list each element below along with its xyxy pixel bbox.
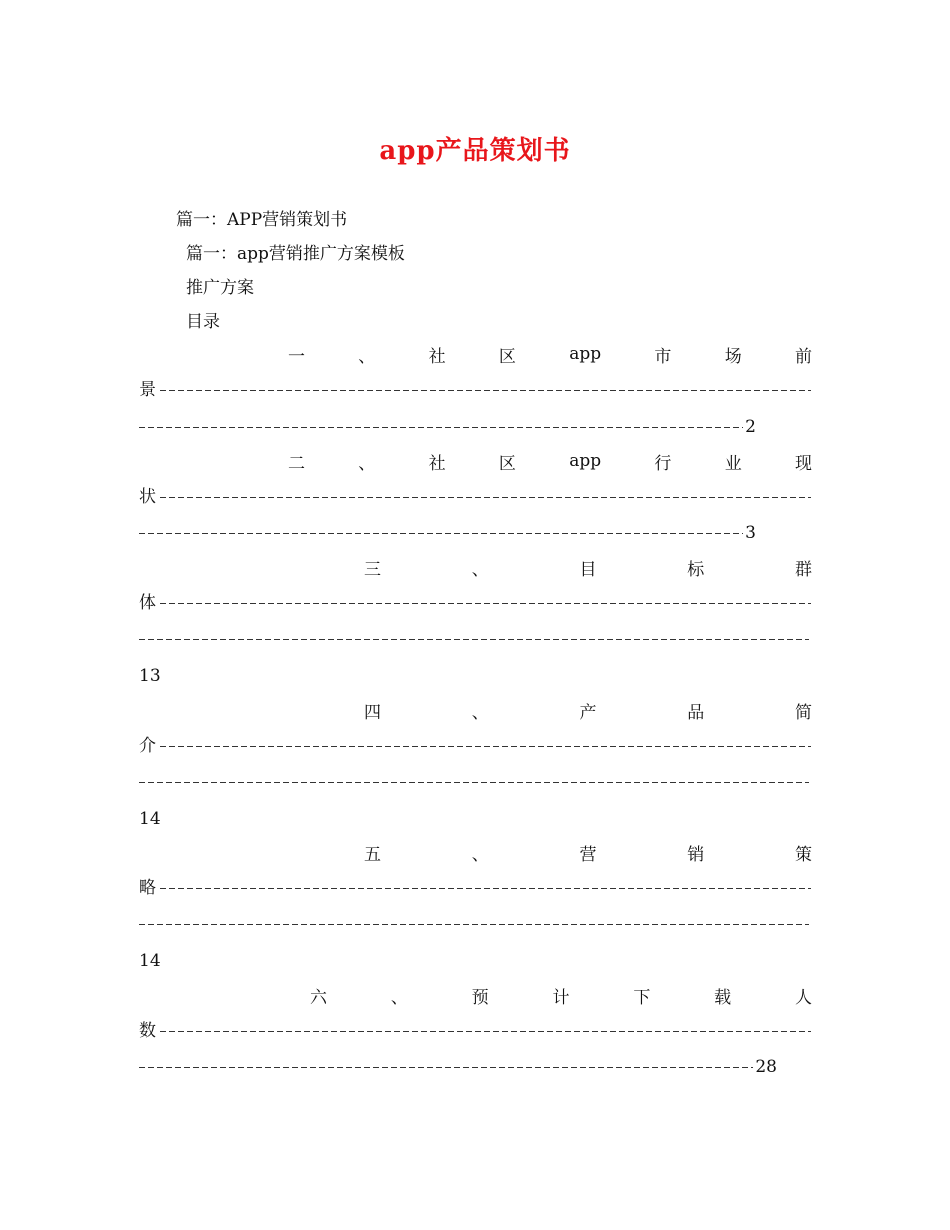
toc-title-char: 一: [288, 346, 305, 367]
leader-dashes: [160, 1031, 811, 1032]
toc-title-char: 人: [794, 987, 812, 1008]
toc-leader-line: [139, 522, 756, 544]
intro-line: 篇一：app营销推广方案模板: [186, 244, 405, 264]
toc-page-number: 28: [755, 1057, 777, 1077]
toc-title-char: 行: [654, 453, 672, 474]
toc-title-char: 区: [498, 346, 516, 367]
toc-title-char: 销: [687, 844, 705, 865]
toc-title-char: 品: [687, 702, 705, 723]
toc-entry-title: [364, 841, 812, 863]
toc-entry-title: [364, 699, 812, 721]
toc-title-char: 、: [471, 559, 489, 580]
toc-leader-line: [139, 913, 811, 935]
toc-entry-title: [288, 450, 812, 472]
toc-title-char: 产: [579, 702, 597, 723]
toc-title-char: 预: [471, 987, 489, 1008]
leader-dashes: [139, 427, 743, 428]
toc-title-last-char: 略: [139, 878, 156, 898]
toc-title-char: 载: [714, 987, 732, 1008]
leader-dashes: [139, 1067, 753, 1068]
toc-title-char: 、: [471, 844, 489, 865]
toc-title-char: 场: [724, 346, 742, 367]
toc-title-char: 、: [358, 346, 376, 367]
intro-line: 篇一：APP营销策划书: [176, 210, 348, 230]
toc-title-char: 目: [579, 559, 597, 580]
toc-leader-line: [139, 628, 811, 650]
toc-title-char: 六: [310, 987, 327, 1008]
toc-heading: 目录: [186, 312, 220, 332]
toc-title-char: app: [569, 451, 602, 471]
toc-title-char: 、: [471, 702, 489, 723]
toc-title-char: 区: [498, 453, 516, 474]
toc-title-char: 、: [358, 453, 376, 474]
toc-title-char: 三: [364, 559, 381, 580]
toc-title-char: 下: [633, 987, 651, 1008]
toc-title-char: 计: [552, 987, 570, 1008]
toc-page-number: 14: [139, 951, 161, 971]
toc-title-char: 群: [795, 559, 812, 580]
toc-title-char: 简: [795, 702, 812, 723]
toc-title-char: 策: [795, 844, 812, 865]
toc-title-last-char: 体: [139, 593, 156, 613]
toc-title-char: 二: [288, 453, 305, 474]
toc-leader-line: [139, 771, 811, 793]
toc-title-char: 现: [794, 453, 812, 474]
toc-page-number: 2: [745, 417, 756, 437]
toc-leader-line: [139, 592, 813, 614]
leader-dashes: [139, 782, 809, 783]
leader-dashes: [139, 924, 809, 925]
toc-leader-line: [139, 877, 813, 899]
leader-dashes: [160, 746, 811, 747]
leader-dashes: [160, 390, 811, 391]
toc-entry-title: [288, 343, 812, 365]
toc-title-char: 、: [390, 987, 408, 1008]
toc-page-number: 13: [139, 666, 161, 686]
toc-title-last-char: 状: [139, 487, 156, 507]
toc-leader-line: [139, 1056, 777, 1078]
toc-leader-line: [139, 416, 756, 438]
toc-page-number: 3: [745, 523, 756, 543]
toc-title-last-char: 介: [139, 736, 156, 756]
toc-title-char: app: [569, 344, 602, 364]
toc-title-char: 营: [579, 844, 597, 865]
toc-leader-line: [139, 1020, 813, 1042]
toc-title-last-char: 数: [139, 1021, 156, 1041]
toc-title-last-char: 景: [139, 380, 156, 400]
toc-leader-line: [139, 486, 813, 508]
leader-dashes: [139, 639, 809, 640]
toc-title-char: 五: [364, 844, 381, 865]
toc-title-char: 市: [654, 346, 672, 367]
leader-dashes: [160, 603, 811, 604]
toc-title-char: 社: [428, 346, 446, 367]
intro-line: 推广方案: [186, 278, 254, 298]
leader-dashes: [160, 497, 811, 498]
leader-dashes: [139, 533, 743, 534]
toc-entry-title: [364, 556, 812, 578]
toc-leader-line: [139, 379, 813, 401]
toc-title-char: 业: [724, 453, 742, 474]
toc-entry-title: [310, 984, 812, 1006]
toc-title-char: 标: [687, 559, 705, 580]
toc-title-char: 四: [364, 702, 381, 723]
toc-leader-line: [139, 735, 813, 757]
toc-title-char: 社: [428, 453, 446, 474]
toc-title-char: 前: [794, 346, 812, 367]
document-title: app产品策划书: [379, 136, 571, 166]
toc-page-number: 14: [139, 809, 161, 829]
leader-dashes: [160, 888, 811, 889]
